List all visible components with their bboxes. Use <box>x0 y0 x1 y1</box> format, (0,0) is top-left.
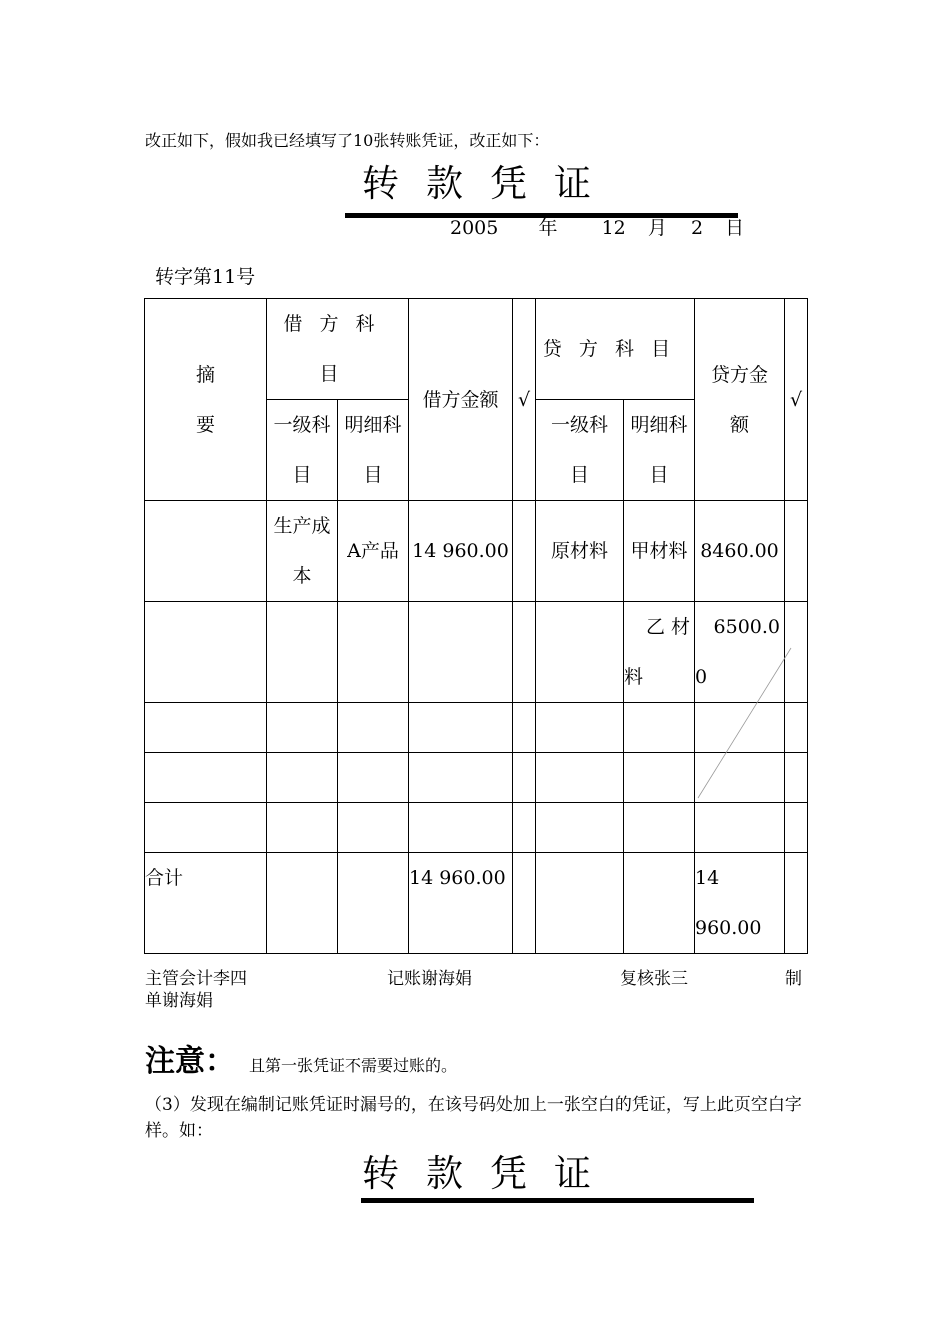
debit-check-header: √ <box>513 299 536 501</box>
preparer-signature-end: 单谢海娟 <box>145 991 213 1011</box>
total-credit-amount: 14 960.00 <box>695 853 785 954</box>
voucher-title-second: 转款凭证 <box>362 1152 618 1195</box>
notice-heading: 注意： <box>145 1044 235 1079</box>
signature-line <box>145 968 805 1012</box>
preparer-signature-start: 制 <box>785 969 802 989</box>
credit-detail-header: 明细科 目 <box>624 400 695 501</box>
credit-account-header-text: 贷方科目 <box>542 338 688 360</box>
date-year: 2005 <box>450 217 499 239</box>
notice <box>145 1036 457 1080</box>
reviewer-signature: 复核张三 <box>620 969 688 989</box>
credit-amount-cell: 8460.00 <box>695 501 785 602</box>
credit-level1-cell: 原材料 <box>536 501 624 602</box>
credit-level1-header: 一级科 目 <box>536 400 624 501</box>
debit-level1-header: 一级科 目 <box>267 400 338 501</box>
title-underline-second <box>361 1198 754 1203</box>
notice-text: 且第一张凭证不需要过账的。 <box>249 1056 458 1075</box>
debit-level1-cell: 生产成 本 <box>267 501 338 602</box>
voucher-number: 转字第11号 <box>155 266 256 288</box>
credit-detail-cell: 甲材料 <box>624 501 695 602</box>
debit-account-header-text: 借方科目 <box>283 313 392 385</box>
debit-amount-cell: 14 960.00 <box>409 501 513 602</box>
date-day: 2 <box>690 217 704 239</box>
supervisor-signature: 主管会计李四 <box>145 969 247 989</box>
credit-detail-cell: 乙 材 料 <box>624 602 695 703</box>
date-day-label: 日 <box>725 217 745 239</box>
credit-check-header: √ <box>785 299 808 501</box>
date-month-label: 月 <box>647 217 667 239</box>
credit-amount-header: 贷方金 额 <box>695 299 785 501</box>
debit-amount-header: 借方金额 <box>409 299 513 501</box>
intro-text: 改正如下，假如我已经填写了10张转账凭证，改正如下： <box>145 131 550 150</box>
debit-detail-cell: A产品 <box>338 501 409 602</box>
voucher-title: 转款凭证 <box>362 162 618 205</box>
credit-amount-cell: 6500.0 0 <box>695 602 785 703</box>
debit-detail-header: 明细科 目 <box>338 400 409 501</box>
paragraph-text: （3）发现在编制记账凭证时漏号的，在该号码处加上一张空白的凭证，写上此页空白字样。如： <box>145 1095 802 1141</box>
date-month: 12 <box>601 217 626 239</box>
total-debit-amount: 14 960.00 <box>409 853 513 954</box>
summary-header: 摘 要 <box>145 299 267 501</box>
date-year-label: 年 <box>538 217 558 239</box>
bookkeeper-signature: 记账谢海娟 <box>387 969 472 989</box>
total-label: 合计 <box>145 853 267 954</box>
